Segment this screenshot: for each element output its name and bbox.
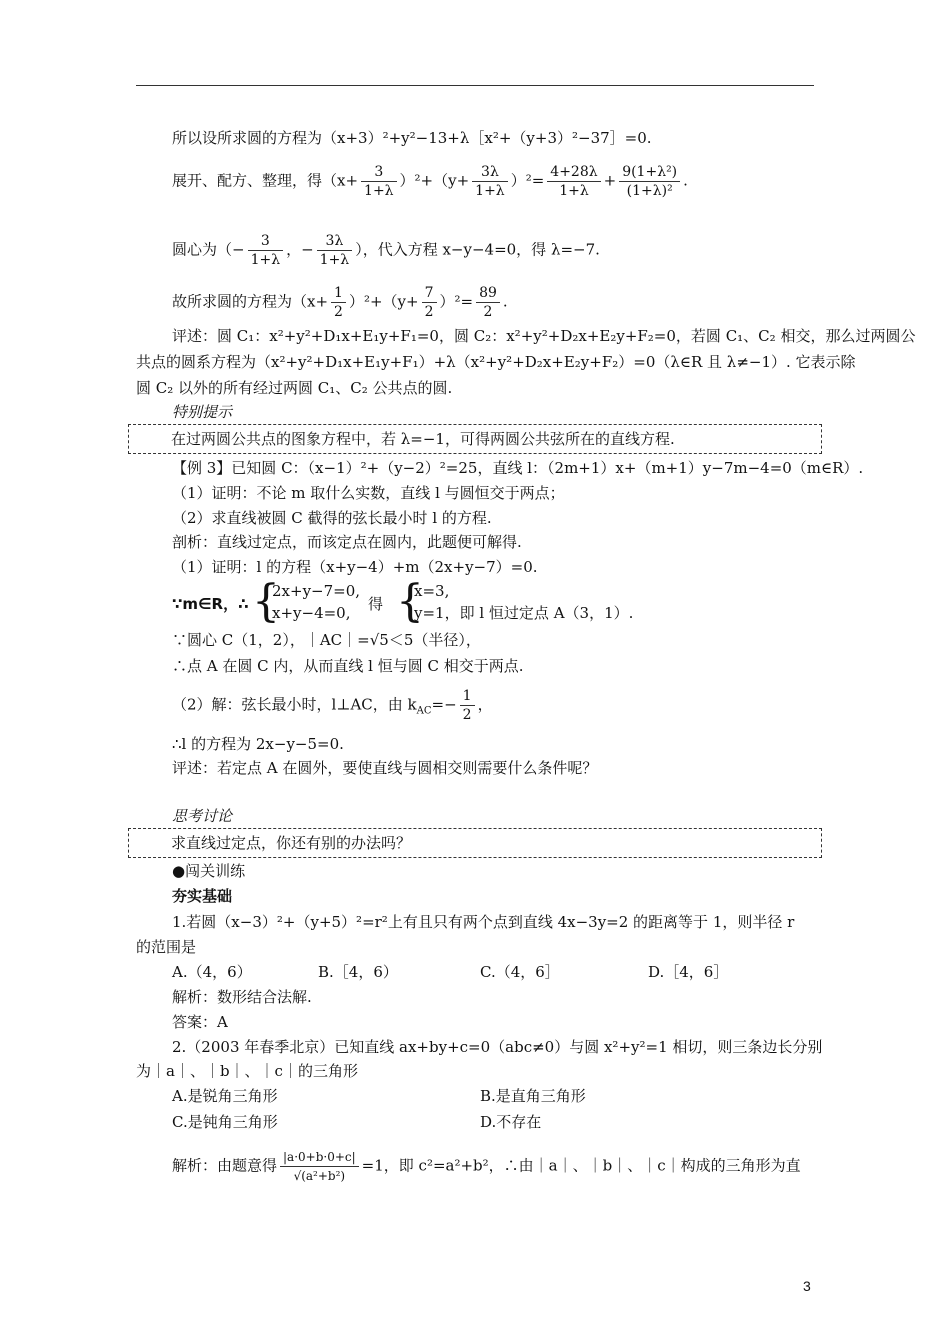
equation-line: [172, 163, 688, 200]
text-line: 共点的圆系方程为（x²+y²+D₁x+E₁y+F₁）+λ（x²+y²+D₂x+E₂y+F₂）=0（λ∈R 且 λ≠−1）. 它表示除: [136, 353, 856, 371]
section-title: 特别提示: [172, 403, 233, 421]
text: ），代入方程 x−y−4=0，得 λ=−7.: [355, 240, 600, 259]
denominator: (1+λ)²: [626, 183, 673, 199]
numerator: 9(1+λ²): [619, 163, 680, 182]
option-d: D.不存在: [480, 1113, 542, 1131]
analysis-line: [172, 1148, 801, 1185]
equation: x+y−4=0,: [272, 604, 351, 622]
example-title: 【例 3】已知圆 C：（x−1）²+（y−2）²=25，直线 l：（2m+1）x+（m+1）y−7m−4=0（m∈R）.: [172, 459, 864, 477]
tip-box: [128, 424, 822, 454]
text: 圆心为（−: [172, 240, 245, 259]
fraction: [317, 232, 353, 269]
question-text: 1.若圆（x−3）²+（y+5）²=r²上有且只有两个点到直线 4x−3y=2 的距离等于 1，则半径 r: [172, 913, 795, 931]
question-text: 的范围是: [136, 938, 197, 956]
fraction: [619, 163, 680, 200]
section-title: 思考讨论: [172, 807, 233, 825]
text: ）²=: [510, 171, 545, 190]
option-c: C.是钝角三角形: [172, 1113, 278, 1131]
text-line: ∴l 的方程为 2x−y−5=0.: [172, 735, 344, 753]
text-line: 剖析：直线过定点，而该定点在圆内，此题便可解得.: [172, 533, 522, 551]
tip-text: 在过两圆公共点的图象方程中，若 λ=−1，可得两圆公共弦所在的直线方程.: [171, 430, 675, 448]
text-line: （1）证明：不论 m 取什么实数，直线 l 与圆恒交于两点；: [172, 484, 565, 502]
equation: 2x+y−7=0,: [272, 582, 361, 600]
think-box: [128, 828, 822, 858]
option-a: A.（4，6）: [172, 963, 252, 981]
numerator: 89: [476, 284, 500, 303]
text-line: 所以设所求圆的方程为（x+3）²+y²−13+λ［x²+（y+3）²−37］=0.: [172, 129, 652, 147]
equation-line: [172, 284, 508, 321]
fraction: [460, 687, 475, 724]
text: 得: [368, 595, 384, 613]
text-line: ∵圆心 C（1，2），｜AC｜=√5＜5（半径），: [172, 631, 481, 649]
text: =−: [431, 695, 457, 714]
system-solution: [414, 580, 633, 624]
header-rule: [136, 85, 814, 86]
numerator: 7: [422, 284, 437, 303]
section-title: 夯实基础: [172, 887, 233, 905]
page-number: 3: [803, 1278, 811, 1294]
equation: x=3,: [414, 582, 450, 600]
fraction: [422, 284, 437, 321]
numerator: 3λ: [472, 163, 508, 182]
text: .: [502, 292, 508, 311]
fraction: [476, 284, 500, 321]
option-c: C.（4，6］: [480, 963, 560, 981]
option-d: D.［4，6］: [648, 963, 729, 981]
denominator: 1+λ: [250, 252, 281, 268]
text-line: 圆 C₂ 以外的所有经过两圆 C₁、C₂ 公共点的圆.: [136, 379, 453, 397]
text: ，−: [286, 240, 314, 259]
denominator: 1+λ: [364, 183, 394, 199]
think-text: 求直线过定点，你还有别的办法吗？: [171, 834, 412, 852]
text-line: （2）求直线被圆 C 截得的弦长最小时 l 的方程.: [172, 509, 492, 527]
fraction: [248, 232, 284, 269]
denominator: 2: [462, 707, 472, 723]
equation: y=1，即 l 恒过定点 A（3，1）.: [414, 604, 634, 622]
fraction: [331, 284, 346, 321]
section-title: ●闯关训练: [172, 862, 246, 880]
answer-text: 答案：A: [172, 1013, 228, 1031]
option-b: B.是直角三角形: [480, 1087, 586, 1105]
option-b: B.［4，6）: [318, 963, 398, 981]
denominator: 2: [483, 304, 493, 320]
text: 展开、配方、整理，得（x+: [172, 171, 359, 190]
fraction: [547, 163, 600, 200]
left-brace: {: [396, 576, 424, 627]
text: ）²+（y+: [399, 171, 470, 190]
denominator: 1+λ: [559, 183, 589, 199]
question-text: 2.（2003 年春季北京）已知直线 ax+by+c=0（abc≠0）与圆 x²+y²=1 相切，则三条边长分别: [172, 1038, 823, 1056]
text: =1，即 c²=a²+b²，∴由｜a｜、｜b｜、｜c｜构成的三角形为直: [361, 1156, 801, 1175]
fraction: [280, 1148, 359, 1185]
numerator: 3: [248, 232, 284, 251]
numerator: 3λ: [317, 232, 353, 251]
denominator: √(a²+b²): [293, 1169, 346, 1183]
denominator: 2: [334, 304, 343, 320]
option-a: A.是锐角三角形: [172, 1087, 278, 1105]
analysis-text: 解析：数形结合法解.: [172, 988, 312, 1006]
text: ∵m∈R，∴: [172, 595, 249, 613]
numerator: 1: [331, 284, 346, 303]
fraction: [472, 163, 508, 200]
fraction: [361, 163, 397, 200]
denominator: 2: [424, 304, 434, 320]
text: 故所求圆的方程为（x+: [172, 292, 329, 311]
numerator: 1: [460, 687, 475, 706]
numerator: 4+28λ: [547, 163, 600, 182]
denominator: 1+λ: [475, 183, 505, 199]
text: ）²=: [439, 292, 474, 311]
text: ）²+（y+: [348, 292, 419, 311]
subscript: AC: [416, 705, 432, 717]
text-line: （1）证明：l 的方程（x+y−4）+m（2x+y−7）=0.: [172, 558, 538, 576]
text: +: [603, 171, 617, 190]
text-line: 评述：若定点 A 在圆外，要使直线与圆相交则需要什么条件呢？: [172, 759, 598, 777]
left-brace: {: [252, 576, 280, 627]
text: （2）解：弦长最小时，l⊥AC，由 k: [172, 695, 417, 714]
system-of-equations: [272, 580, 360, 624]
text-line: 评述：圆 C₁：x²+y²+D₁x+E₁y+F₁=0，圆 C₂：x²+y²+D₂x+E₂y+F₂=0，若圆 C₁、C₂ 相交，那么过两圆公: [172, 327, 916, 345]
equation-line: [172, 687, 493, 724]
question-text: 为｜a｜、｜b｜、｜c｜的三角形: [136, 1062, 358, 1080]
numerator: |a·0+b·0+c|: [280, 1148, 359, 1167]
denominator: 1+λ: [319, 252, 350, 268]
equation-line: [172, 232, 600, 269]
text: .: [683, 171, 688, 190]
text-line: ∴点 A 在圆 C 内，从而直线 l 恒与圆 C 相交于两点.: [172, 657, 524, 675]
numerator: 3: [361, 163, 397, 182]
text: ，: [477, 695, 493, 714]
text: 解析：由题意得: [172, 1156, 278, 1175]
